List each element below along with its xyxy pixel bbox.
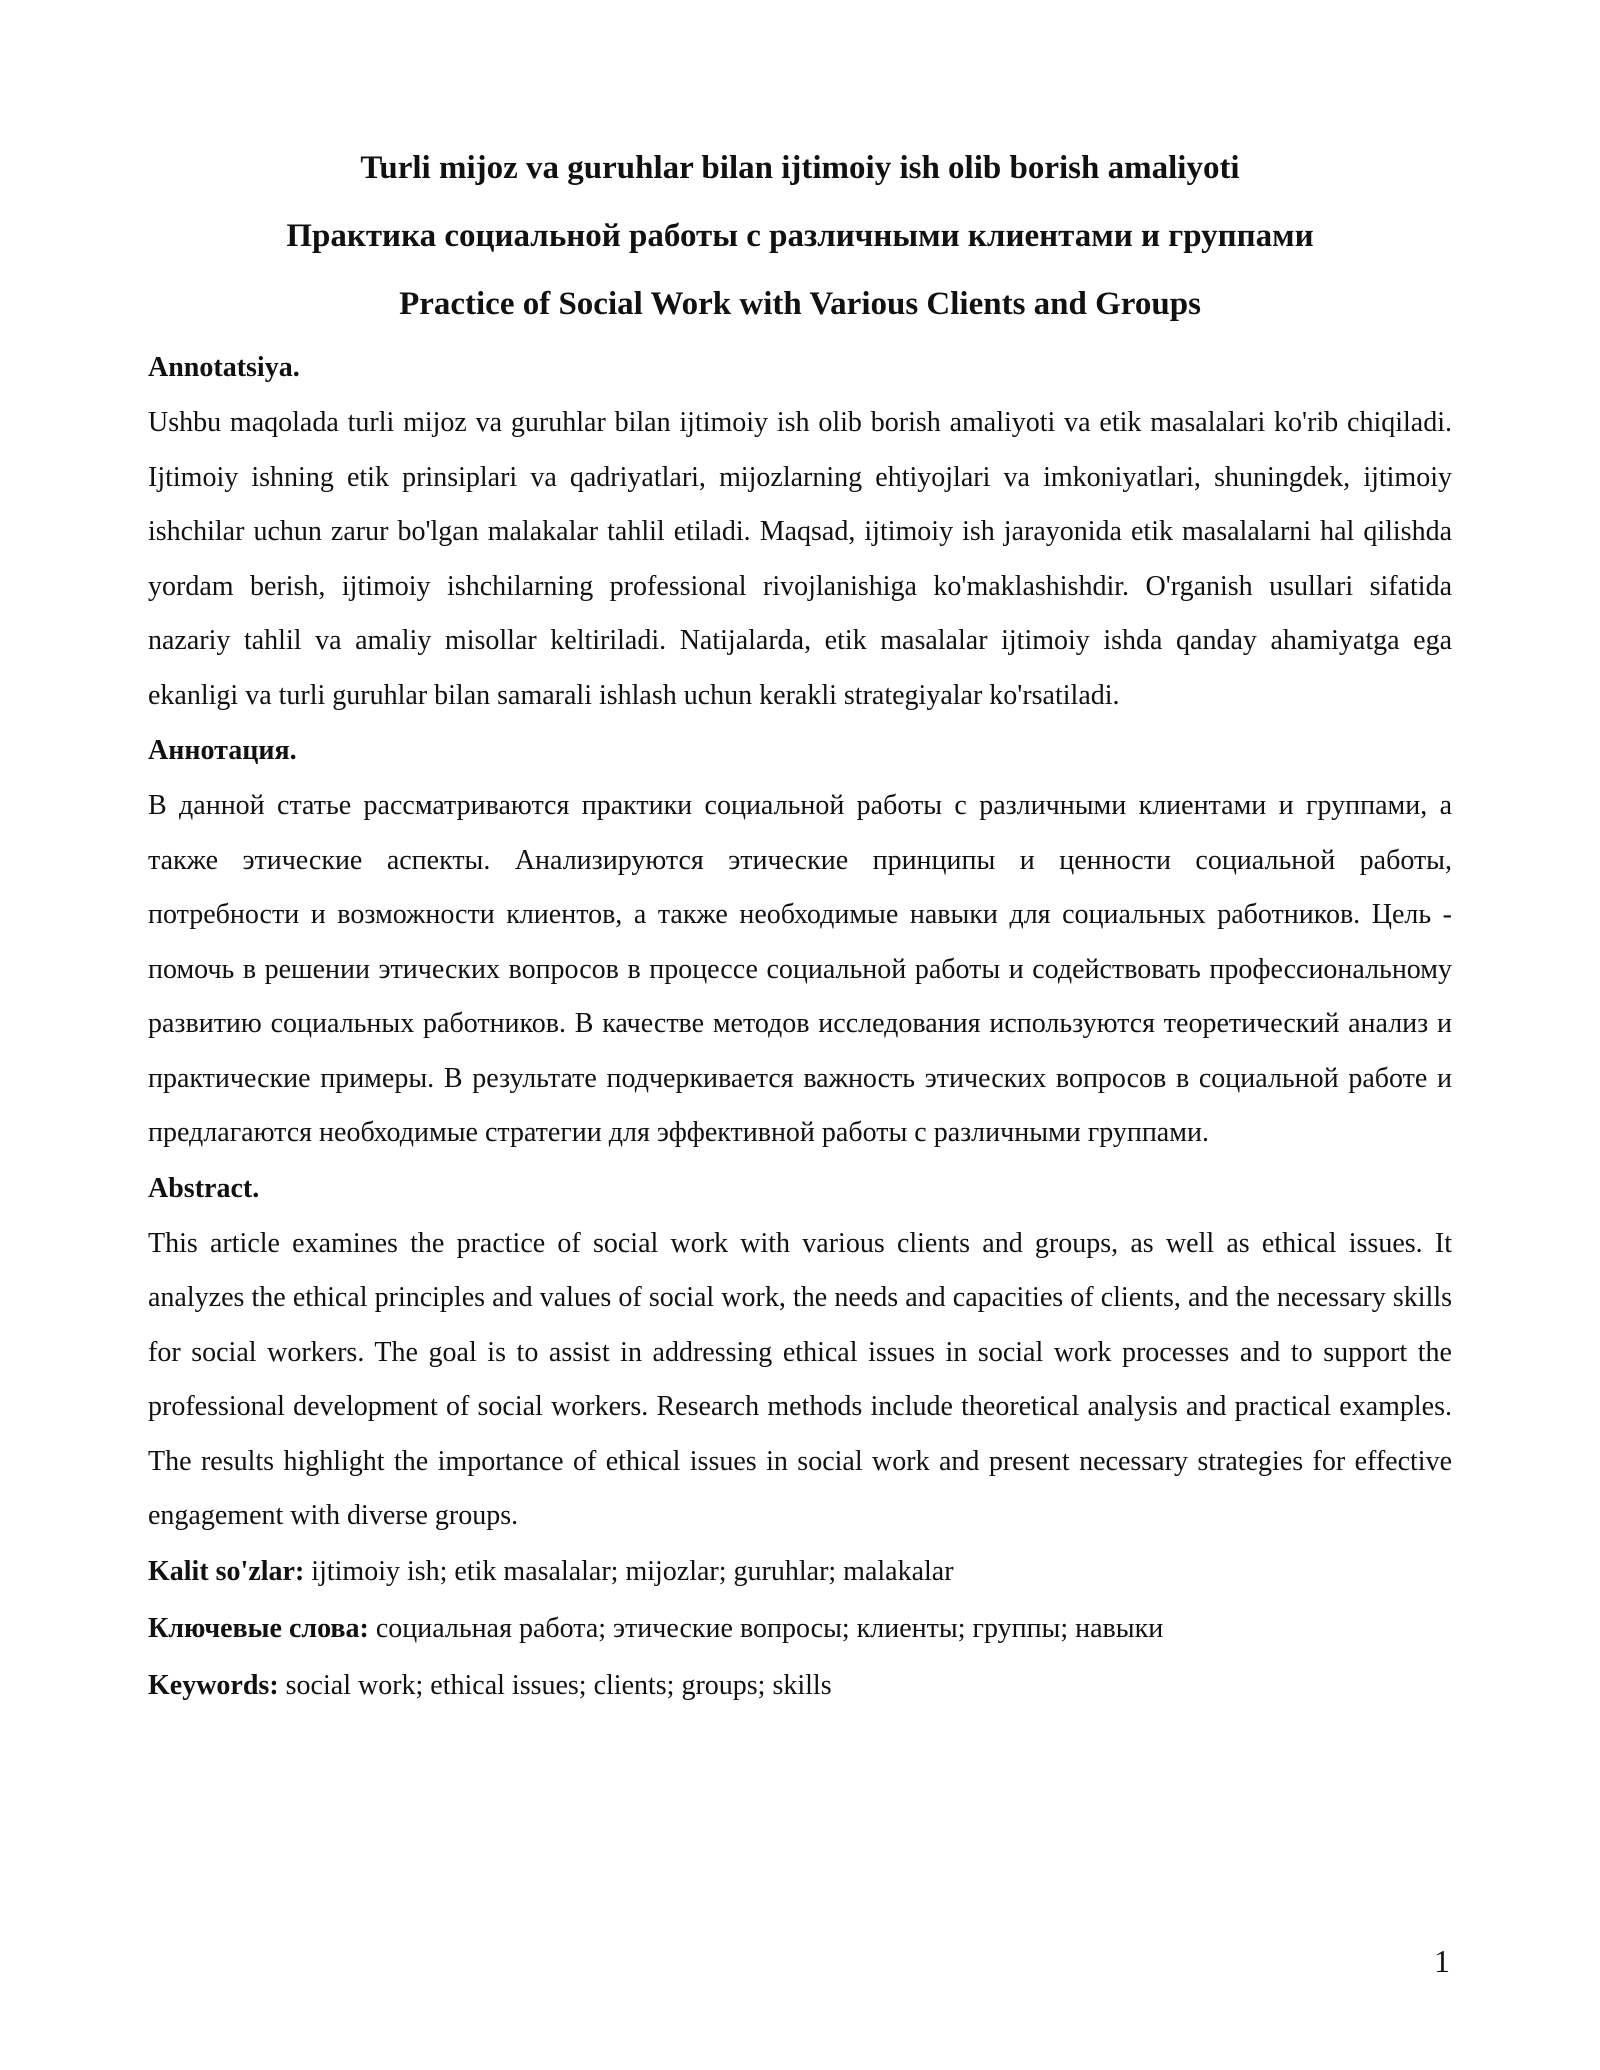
- abstract-english: [148, 1171, 1452, 1544]
- page-number: 1: [1434, 1943, 1450, 1979]
- abstract-russian-text: В данной статье рассматриваются практики социальной работы с различными клиентами и группами, а также этические аспекты. Анализируются этические принципы и ценности социальной работы, потребности и возможности клиентов, а также необходимые навыки для социальных работников. Цель - помочь в решении этических вопросов в процессе социальной работы и содействовать профессиональному развитию социальных работников. В качестве методов исследования используются теоретический анализ и практические примеры. В результате подчеркивается важность этических вопросов в социальной работе и предлагаются необходимые стратегии для эффективной работы с различными группами.: [148, 790, 1452, 1148]
- abstract-russian-heading: Аннотация.: [148, 735, 297, 766]
- abstract-uzbek-text: Ushbu maqolada turli mijoz va guruhlar bilan ijtimoiy ish olib borish amaliyoti va etik masalalari ko'rib chiqiladi. Ijtimoiy ishning etik prinsiplari va qadriyatlari, mijozlarning ehtiyojlari va imkoniyatlari, shuningdek, ijtimoiy ishchilar uchun zarur bo'lgan malakalar tahlil etiladi. Maqsad, ijtimoiy ish jarayonida etik masalalarni hal qilishda yordam berish, ijtimoiy ishchilarning professional rivojlanishiga ko'maklashishdir. O'rganish usullari sifatida nazariy tahlil va amaliy misollar keltiriladi. Natijalarda, etik masalalar ijtimoiy ishda qanday ahamiyatga ega ekanligi va turli guruhlar bilan samarali ishlash uchun kerakli strategiyalar ko'rsatiladi.: [148, 407, 1452, 711]
- keywords-english: [148, 1668, 1452, 1704]
- abstract-uzbek-heading: Annotatsiya.: [148, 352, 300, 383]
- keywords-russian-label: Ключевые слова:: [148, 1612, 369, 1644]
- abstract-english-heading: Abstract.: [148, 1172, 260, 1204]
- title-russian: Практика социальной работы с различными клиентами и группами: [286, 218, 1314, 254]
- title-english: Practice of Social Work with Various Clients and Groups: [399, 286, 1201, 322]
- paper-page: [148, 148, 1452, 1725]
- keywords-uzbek: [148, 1554, 1452, 1590]
- keywords-uzbek-label: Kalit so'zlar:: [148, 1555, 305, 1587]
- abstract-english-text: This article examines the practice of social work with various clients and groups, as well as ethical issues. It analyzes the ethical principles and values of social work, the needs and capacities of clients, and the necessary skills for social workers. The goal is to assist in addressing ethical issues in social work processes and to support the professional development of social workers. Research methods include theoretical analysis and practical examples. The results highlight the importance of ethical issues in social work and present necessary strategies for effective engagement with diverse groups.: [148, 1227, 1452, 1531]
- title-uzbek: Turli mijoz va guruhlar bilan ijtimoiy ish olib borish amaliyoti: [360, 150, 1240, 186]
- keywords-russian: [148, 1611, 1452, 1647]
- abstract-russian: [148, 733, 1452, 1161]
- keywords-english-value: social work; ethical issues; clients; groups; skills: [278, 1669, 832, 1701]
- keywords-english-label: Keywords:: [148, 1669, 279, 1701]
- keywords-russian-value: социальная работа; этические вопросы; клиенты; группы; навыки: [368, 1612, 1164, 1644]
- keywords-uzbek-value: ijtimoiy ish; etik masalalar; mijozlar; guruhlar; malakalar: [304, 1555, 954, 1587]
- abstract-uzbek: [148, 350, 1452, 723]
